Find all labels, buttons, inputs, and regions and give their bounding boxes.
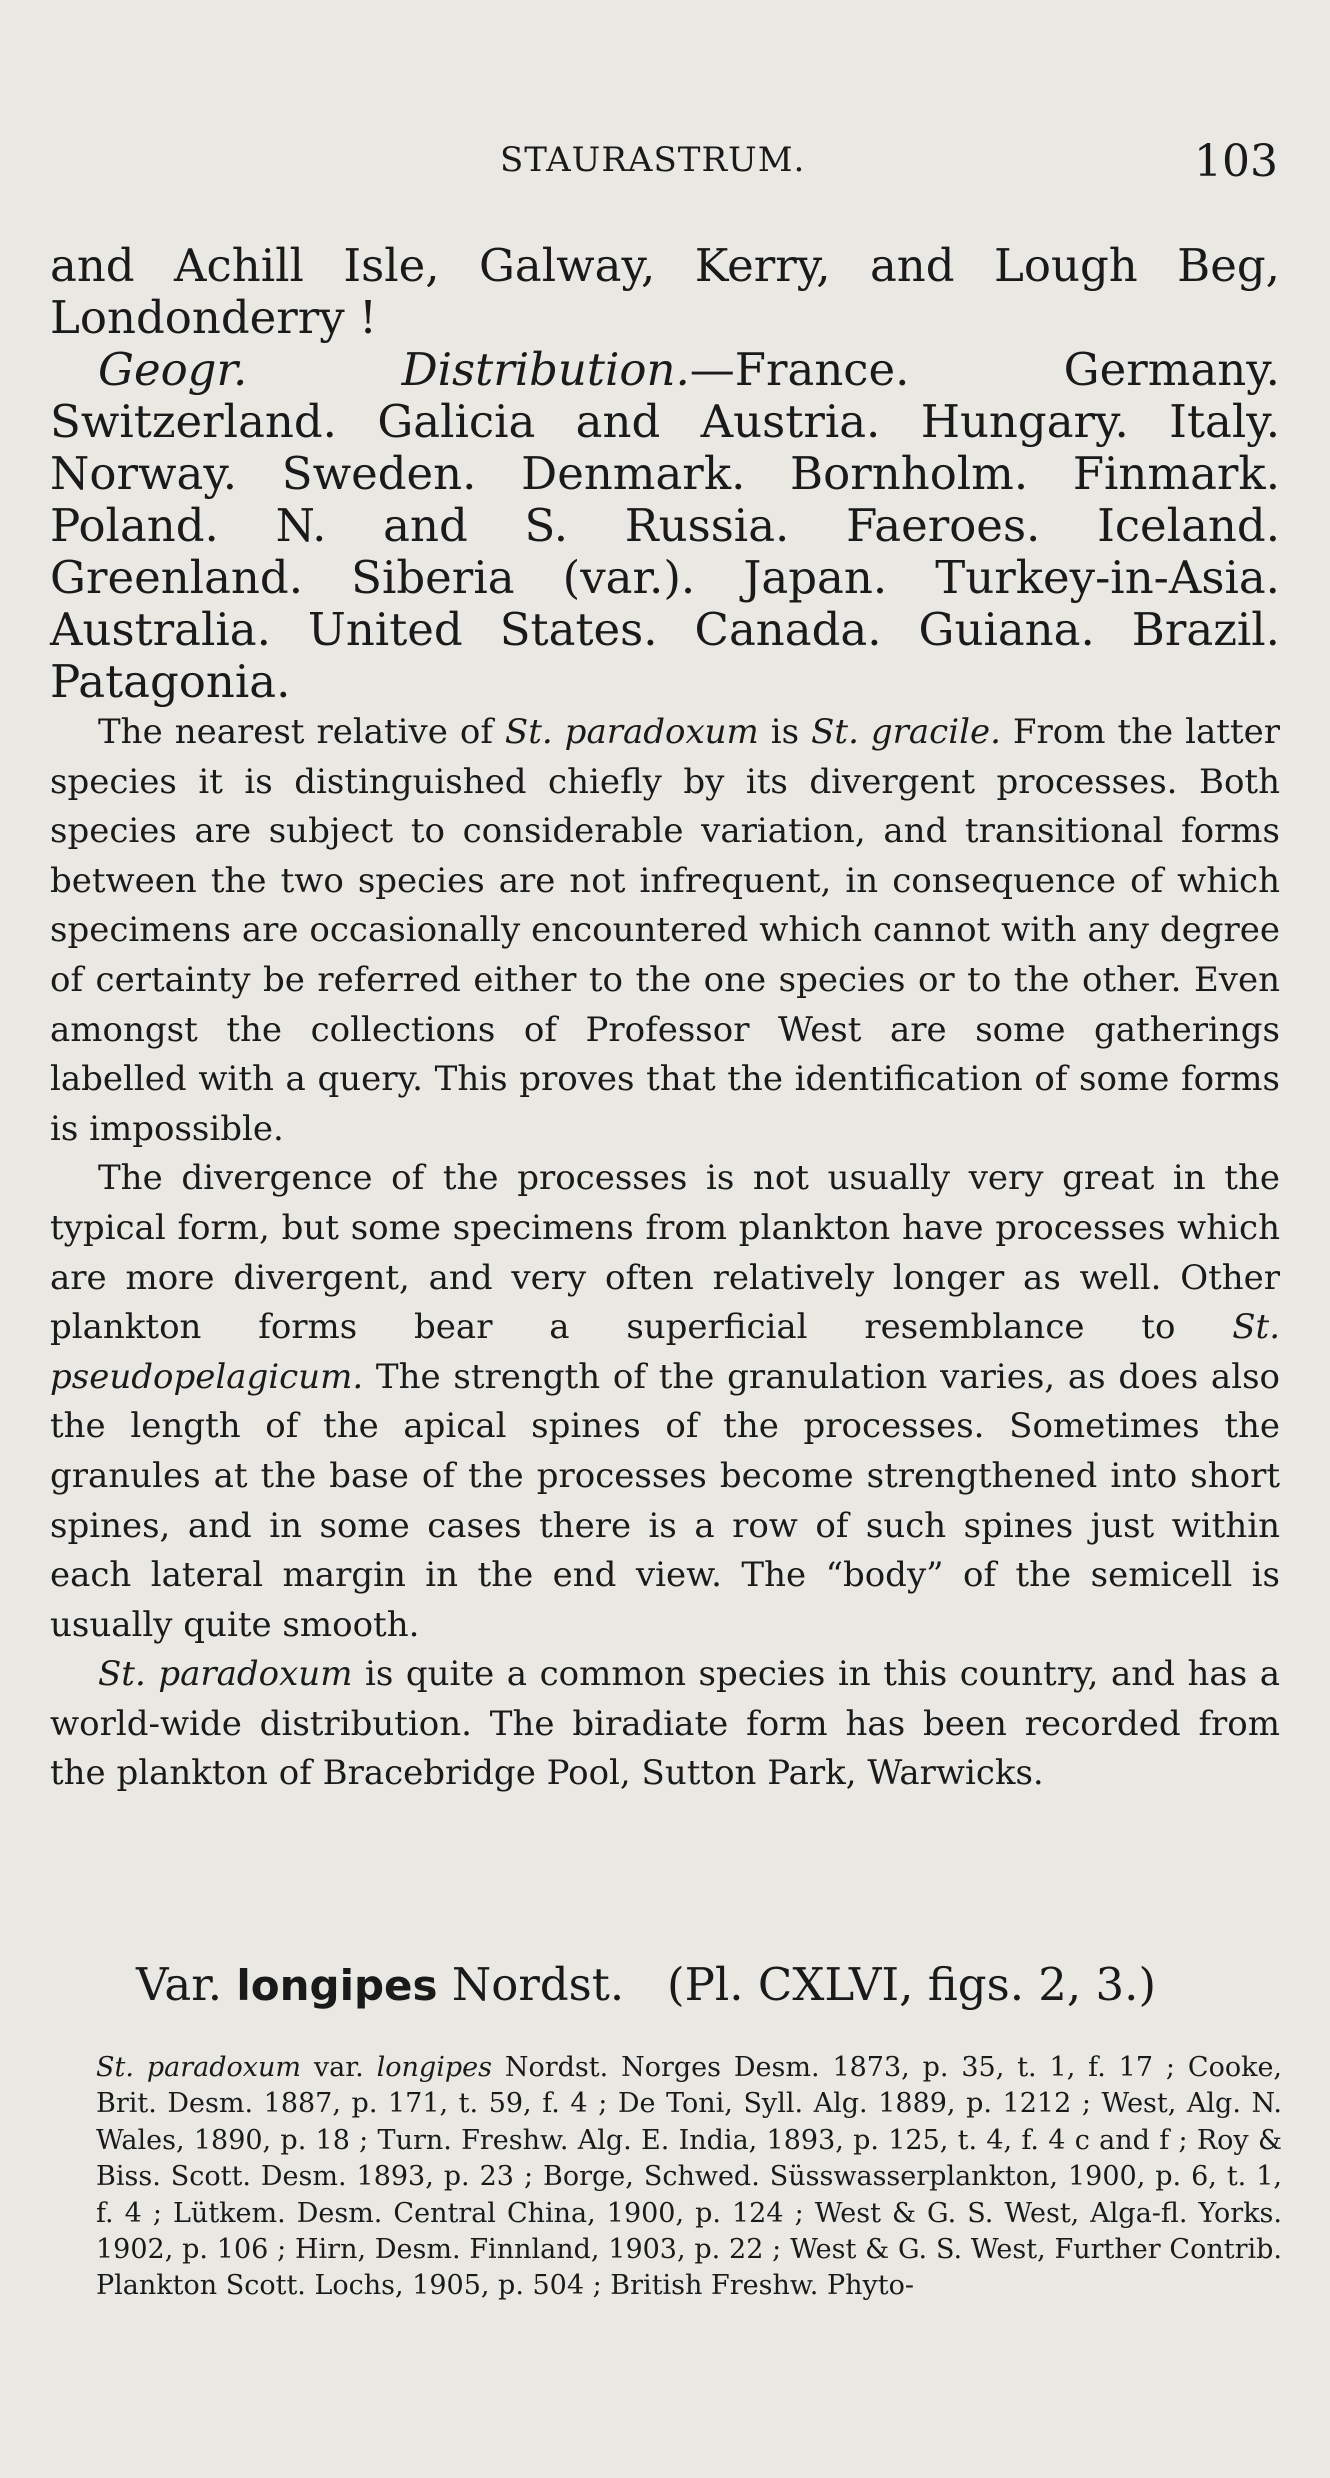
distribution-list: —France. Germany. Switzerland. Galicia and Austria. Hungary. Italy. Norway. Sweden. Denmark. Bornholm. Finmark. Poland. N. and S. Russia. Faeroes. Iceland. Greenland. Siberia (var.). Japan. Turkey-in-Asia. Australia. United States. Canada. Guiana. Brazil. Patagonia. — [50, 343, 1280, 708]
species-name: St. paradoxum — [98, 1654, 353, 1695]
variety-prefix: Var. — [136, 1958, 237, 2011]
paragraph-divergence — [50, 1154, 1280, 1650]
text-run: var. — [300, 2052, 377, 2083]
distribution-label: Geogr. Distribution. — [98, 343, 690, 396]
variety-epithet: longipes — [376, 2052, 492, 2083]
text-run: The strength of the granulation varies, as does also the length of the apical spines of the processes. Sometimes the granules at the base of the processes become strengthened into short spines, and in some cases there is a row of such spines just within each lateral margin in the end view. The “body” of the semicell is usually quite smooth. — [50, 1356, 1280, 1645]
locality-distribution-block — [50, 240, 1280, 708]
variety-name: longipes — [236, 1961, 438, 2010]
discussion-text — [50, 708, 1280, 1799]
text-run: is quite a common species in this country, and has a world-wide distribution. The biradiate form has been recorded from the plankton of Bracebridge Pool, Sutton Park, Warwicks. — [50, 1654, 1280, 1794]
paragraph-relatives — [50, 708, 1280, 1154]
text-run: The divergence of the processes is not usually very great in the typical form, but some specimens from plankton have processes which are more divergent, and very often relatively longer as well. Other plankton forms bear a superficial resemblance to — [50, 1158, 1280, 1348]
species-name: St. pseudopelagicum. — [50, 1307, 1280, 1397]
species-name: St. paradoxum — [504, 712, 759, 752]
synonymy-references — [96, 2050, 1282, 2305]
text-run: From the latter species it is distinguished chiefly by its divergent processes. Both species are subject to considerable variation, and transitional forms between the two species are not infrequent, in consequence of which specimens are occasionally encountered which cannot with any degree of certainty be referred either to the one species or to the other. Even amongst the collections of Professor West are some gatherings labelled with a query. This proves that the identification of some forms is impossible. — [50, 712, 1280, 1149]
reference-list — [96, 2050, 1282, 2305]
plate-reference: (Pl. CXLVI, figs. 2, 3.) — [667, 1958, 1157, 2011]
paragraph-occurrence — [50, 1650, 1280, 1799]
text-run: The nearest relative of — [98, 712, 505, 752]
page-number: 103 — [1194, 136, 1278, 187]
species-name: St. paradoxum — [96, 2052, 301, 2083]
geographic-distribution — [50, 344, 1280, 708]
text-run: Nordst. Norges Desm. 1873, p. 35, t. 1, f. 17 ; Cooke, Brit. Desm. 1887, p. 171, t. 59, f. 4 ; De Toni, Syll. Alg. 1889, p. 1212 ; West, Alg. N. Wales, 1890, p. 18 ; Turn. Freshw. Alg. E. India, 1893, p. 125, t. 4, f. 4 c and f ; Roy & Biss. Scott. Desm. 1893, p. 23 ; Borge, Schwed. Süsswasserplankton, 1900, p. 6, t. 1, f. 4 ; Lütkem. Desm. Central China, 1900, p. 124 ; West & G. S. West, Alga-fl. Yorks. 1902, p. 106 ; Hirn, Desm. Finnland, 1903, p. 22 ; West & G. S. West, Further Contrib. Plankton Scott. Lochs, 1905, p. 504 ; British Freshw. Phyto- — [96, 2052, 1283, 2302]
running-title: STAURASTRUM. — [500, 140, 806, 180]
variety-heading — [136, 1958, 1156, 2011]
text-run: is — [758, 712, 812, 752]
species-name: St. gracile. — [811, 712, 1001, 752]
variety-author: Nordst. — [437, 1958, 625, 2011]
locality-continuation: and Achill Isle, Galway, Kerry, and Lough Beg, Londonderry ! — [50, 239, 1280, 344]
